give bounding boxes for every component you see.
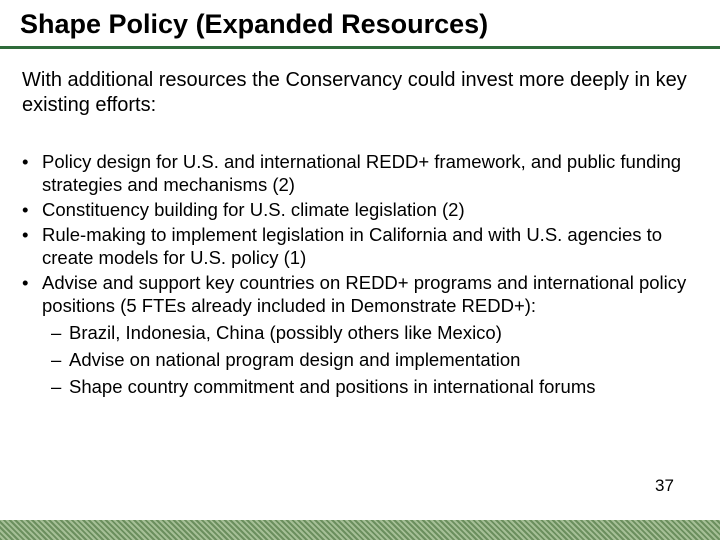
dash-icon: –: [51, 376, 62, 397]
page-number: 37: [655, 476, 674, 495]
bullet-list: [22, 150, 712, 402]
sub-bullet-text: Brazil, Indonesia, China (possibly others like Mexico): [69, 322, 502, 343]
slide-title: Shape Policy (Expanded Resources): [20, 9, 489, 39]
bullet-icon: •: [22, 272, 29, 293]
sub-bullet-item: [51, 348, 712, 371]
bullet-text: Policy design for U.S. and international REDD+ framework, and public funding strategies and mechanisms (2): [42, 151, 682, 195]
sub-bullet-item: [51, 321, 712, 344]
footer-bar: [0, 520, 720, 540]
intro-text: With additional resources the Conservancy could invest more deeply in key existing efforts:: [22, 69, 687, 116]
sub-bullet-text: Advise on national program design and implementation: [69, 349, 521, 370]
bullet-text: Constituency building for U.S. climate legislation (2): [42, 199, 465, 220]
sub-bullet-item: [51, 375, 712, 398]
bullet-item: [22, 198, 712, 221]
dash-icon: –: [51, 349, 62, 370]
bullet-item: [22, 150, 712, 196]
bullet-item: [22, 223, 712, 269]
bullet-item: [22, 271, 712, 317]
bullet-icon: •: [22, 151, 29, 172]
bullet-icon: •: [22, 199, 29, 220]
bullet-text: Advise and support key countries on REDD+ programs and international policy positions (5 FTEs already included in Demonstrate REDD+):: [42, 272, 687, 316]
sub-bullet-text: Shape country commitment and positions in international forums: [69, 376, 596, 397]
dash-icon: –: [51, 322, 62, 343]
title-divider: [0, 46, 720, 49]
bullet-icon: •: [22, 224, 29, 245]
bullet-text: Rule-making to implement legislation in California and with U.S. agencies to create models for U.S. policy (1): [42, 224, 663, 268]
